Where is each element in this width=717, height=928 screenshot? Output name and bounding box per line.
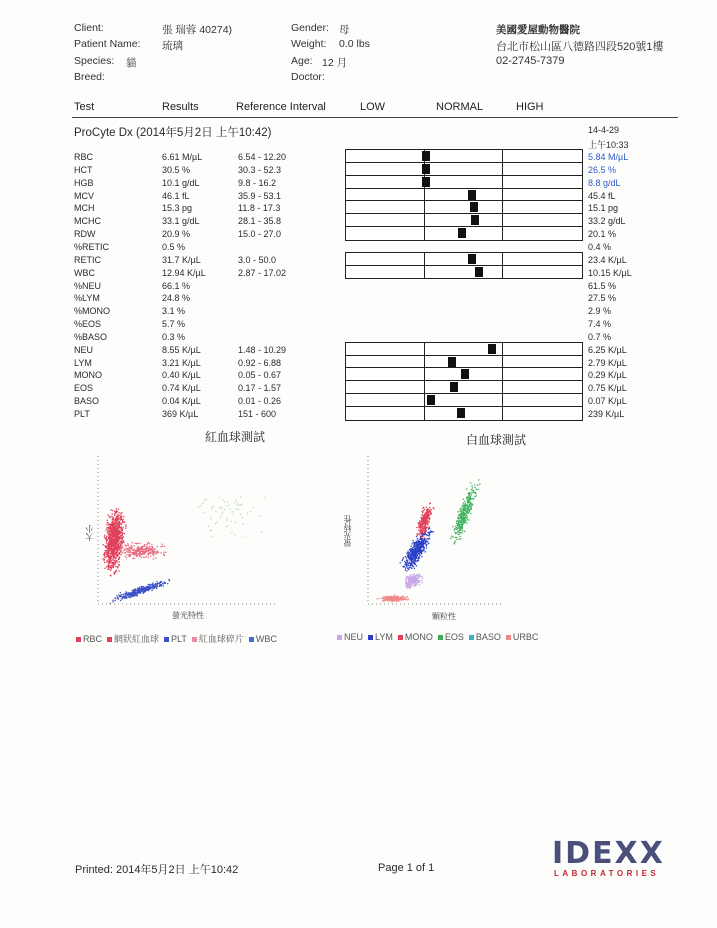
breed-label: Breed: <box>74 71 105 83</box>
normal-high-divider <box>502 356 503 368</box>
reference-interval: 1.48 - 10.29 <box>238 344 287 355</box>
test-name: %MONO <box>74 306 110 317</box>
previous-result: 45.4 fL <box>588 190 616 201</box>
weight-label: Weight: <box>291 38 327 50</box>
range-bar <box>346 356 582 369</box>
legend-label: URBC <box>512 632 539 642</box>
legend-swatch <box>192 637 197 642</box>
previous-result: 0.29 K/µL <box>588 370 627 381</box>
low-normal-divider <box>424 214 425 226</box>
age-label: Age: <box>291 55 313 67</box>
reference-interval: 15.0 - 27.0 <box>238 229 282 240</box>
result-marker <box>448 357 456 367</box>
legend-item <box>438 632 464 642</box>
result-marker <box>468 254 476 264</box>
rbc-scatter-plot <box>80 452 280 612</box>
legend-label: WBC <box>255 634 277 644</box>
legend-item <box>398 632 433 642</box>
previous-result: 26.5 % <box>588 164 617 175</box>
range-bar <box>346 176 582 189</box>
legend-item <box>368 632 393 642</box>
normal-high-divider <box>502 176 503 188</box>
test-result: 0.5 % <box>162 241 186 252</box>
doctor-label: Doctor: <box>291 71 325 83</box>
test-result: 20.9 % <box>162 229 191 240</box>
result-marker <box>450 382 458 392</box>
result-marker <box>422 151 430 161</box>
test-name: MCV <box>74 190 94 201</box>
low-normal-divider <box>424 407 425 420</box>
legend-label: NEU <box>344 632 364 642</box>
previous-result: 15.1 pg <box>588 203 619 214</box>
table-row <box>0 280 717 292</box>
result-marker <box>422 177 430 187</box>
result-marker <box>461 369 469 379</box>
previous-result: 0.07 K/µL <box>588 396 627 407</box>
reference-interval: 2.87 - 17.02 <box>238 267 287 278</box>
wbc-x-label: 顆粒性 <box>432 612 456 621</box>
rbc-legend <box>76 632 346 645</box>
reference-interval: 35.9 - 53.1 <box>238 190 282 201</box>
normal-high-divider <box>502 266 503 279</box>
normal-high-divider <box>502 407 503 420</box>
normal-high-divider <box>502 201 503 213</box>
test-result: 0.74 K/µL <box>162 383 201 394</box>
species-label: Species: <box>74 55 115 67</box>
range-bar <box>346 214 582 227</box>
previous-result: 23.4 K/µL <box>588 254 627 265</box>
result-marker <box>422 164 430 174</box>
reference-interval: 0.17 - 1.57 <box>238 383 282 394</box>
low-normal-divider <box>424 201 425 213</box>
reference-interval: 3.0 - 50.0 <box>238 254 277 265</box>
low-normal-divider <box>424 394 425 406</box>
reference-interval: 28.1 - 35.8 <box>238 216 282 227</box>
clinic-address: 台北市松山區八德路四段520號1樓 <box>496 41 664 53</box>
normal-high-divider <box>502 214 503 226</box>
previous-result: 6.25 K/µL <box>588 344 627 355</box>
previous-result: 0.7 % <box>588 331 612 342</box>
previous-result: 0.4 % <box>588 241 612 252</box>
reference-interval: 0.01 - 0.26 <box>238 396 282 407</box>
col-high: HIGH <box>516 101 544 113</box>
range-bar <box>346 407 582 420</box>
low-normal-divider <box>424 368 425 380</box>
test-name: PLT <box>74 409 90 419</box>
normal-high-divider <box>502 189 503 201</box>
low-normal-divider <box>424 356 425 368</box>
previous-result: 2.9 % <box>588 306 612 317</box>
test-name: NEU <box>74 344 94 355</box>
col-low: LOW <box>360 101 386 113</box>
printed-date: Printed: 2014年5月2日 上午10:42 <box>75 864 239 876</box>
legend-swatch <box>249 637 254 642</box>
wbc-plot-title: 白血球測試 <box>466 433 527 447</box>
wbc-scatter-plot <box>356 452 506 612</box>
test-result: 24.8 % <box>162 293 191 304</box>
normal-high-divider <box>502 394 503 406</box>
range-bar <box>346 163 582 176</box>
low-normal-divider <box>424 343 425 355</box>
low-normal-divider <box>424 266 425 279</box>
range-bar <box>346 368 582 381</box>
clinic-name: 美國愛屋動物醫院 <box>496 24 580 36</box>
table-row <box>0 305 717 317</box>
legend-swatch <box>164 637 169 642</box>
legend-swatch <box>506 635 511 640</box>
idexx-logo-sub: LABORATORIES <box>554 869 660 878</box>
previous-result: 239 K/µL <box>588 409 625 419</box>
normal-high-divider <box>502 381 503 393</box>
test-name: RDW <box>74 229 96 240</box>
page-number: Page 1 of 1 <box>378 862 435 874</box>
normal-high-divider <box>502 227 503 240</box>
range-bar <box>346 394 582 407</box>
reference-interval: 0.92 - 6.88 <box>238 357 282 368</box>
result-marker <box>475 267 483 277</box>
legend-item <box>107 632 159 645</box>
test-name: %LYM <box>74 293 100 304</box>
reference-interval: 11.8 - 17.3 <box>238 203 281 214</box>
previous-result: 2.79 K/µL <box>588 357 627 368</box>
legend-item <box>249 634 277 644</box>
previous-result: 7.4 % <box>588 319 612 330</box>
result-marker <box>457 408 465 418</box>
range-bar <box>346 343 582 356</box>
legend-swatch <box>107 637 112 642</box>
col-reference: Reference Interval <box>236 101 326 113</box>
legend-label: LYM <box>375 632 393 642</box>
result-marker <box>427 395 435 405</box>
previous-result: 61.5 % <box>588 280 617 291</box>
normal-high-divider <box>502 343 503 355</box>
legend-item <box>469 632 501 642</box>
col-test: Test <box>74 101 95 113</box>
test-name: BASO <box>74 396 100 407</box>
rbc-x-label: 螢光特性 <box>172 611 204 620</box>
gender-label: Gender: <box>291 22 329 34</box>
test-result: 33.1 g/dL <box>162 216 200 227</box>
low-normal-divider <box>424 253 425 265</box>
test-result: 8.55 K/µL <box>162 344 201 355</box>
range-bar-group <box>345 252 583 280</box>
test-name: MONO <box>74 370 102 381</box>
weight-value: 0.0 lbs <box>339 38 370 50</box>
prev-date: 14-4-29 <box>588 125 620 135</box>
idexx-logo: IDEXX <box>552 836 665 871</box>
legend-item <box>337 632 363 642</box>
header-rule <box>72 117 678 118</box>
legend-item <box>164 634 187 644</box>
test-name: %NEU <box>74 280 102 291</box>
low-normal-divider <box>424 381 425 393</box>
patient-label: Patient Name: <box>74 38 141 50</box>
test-name: %EOS <box>74 319 102 330</box>
legend-label: RBC <box>83 634 103 644</box>
previous-result: 27.5 % <box>588 293 617 304</box>
legend-swatch <box>438 635 443 640</box>
range-bar <box>346 266 582 279</box>
reference-interval: 0.05 - 0.67 <box>238 370 282 381</box>
range-bar <box>346 201 582 214</box>
wbc-legend <box>337 632 537 642</box>
reference-interval: 9.8 - 16.2 <box>238 177 277 188</box>
range-bar-group <box>345 342 583 421</box>
wbc-y-label: 螢光特性 <box>343 515 352 547</box>
legend-item <box>192 632 244 645</box>
test-result: 0.04 K/µL <box>162 396 201 407</box>
range-bar <box>346 253 582 266</box>
legend-label: PLT <box>171 634 187 644</box>
test-result: 6.61 M/µL <box>162 152 203 162</box>
reference-interval: 30.3 - 52.3 <box>238 164 282 175</box>
gender-value: 母 <box>339 24 350 36</box>
normal-high-divider <box>502 163 503 175</box>
rbc-plot-title: 紅血球測試 <box>205 430 266 444</box>
col-results: Results <box>162 101 199 113</box>
range-bar <box>346 189 582 202</box>
test-result: 0.3 % <box>162 331 186 342</box>
normal-high-divider <box>502 253 503 265</box>
test-result: 3.21 K/µL <box>162 357 201 368</box>
test-name: LYM <box>74 357 92 368</box>
previous-result: 0.75 K/µL <box>588 383 627 394</box>
previous-result: 8.8 g/dL <box>588 177 621 188</box>
legend-label: EOS <box>444 632 464 642</box>
test-name: WBC <box>74 267 95 278</box>
legend-item <box>506 632 539 642</box>
legend-label: 網狀紅血球 <box>114 634 160 644</box>
test-result: 15.3 pg <box>162 203 193 214</box>
test-name: RBC <box>74 152 94 162</box>
range-bar <box>346 227 582 240</box>
test-result: 369 K/µL <box>162 409 199 419</box>
legend-swatch <box>368 635 373 640</box>
result-marker <box>470 202 478 212</box>
test-name: MCH <box>74 203 95 214</box>
rbc-y-label: 大小 <box>85 525 94 541</box>
test-name: HGB <box>74 177 94 188</box>
test-result: 30.5 % <box>162 164 191 175</box>
legend-label: BASO <box>475 632 501 642</box>
legend-label: 紅血球碎片 <box>198 634 244 644</box>
range-bar <box>346 381 582 394</box>
result-marker <box>471 215 479 225</box>
test-name: EOS <box>74 383 94 394</box>
test-name: HCT <box>74 164 93 175</box>
low-normal-divider <box>424 227 425 240</box>
test-name: %BASO <box>74 331 108 342</box>
client-label: Client: <box>74 22 104 34</box>
test-result: 3.1 % <box>162 306 186 317</box>
range-bar-group <box>345 149 583 241</box>
test-name: %RETIC <box>74 241 110 252</box>
reference-interval: 151 - 600 <box>238 409 277 419</box>
test-result: 66.1 % <box>162 280 191 291</box>
test-result: 12.94 K/µL <box>162 267 206 278</box>
legend-swatch <box>337 635 342 640</box>
test-result: 10.1 g/dL <box>162 177 200 188</box>
run-title: ProCyte Dx (2014年5月2日 上午10:42) <box>74 127 272 139</box>
test-result: 46.1 fL <box>162 190 190 201</box>
legend-swatch <box>398 635 403 640</box>
age-value: 12 月 <box>322 57 348 69</box>
result-marker <box>488 344 496 354</box>
previous-result: 5.84 M/µL <box>588 152 629 162</box>
clinic-phone: 02-2745-7379 <box>496 55 565 67</box>
low-normal-divider <box>424 189 425 201</box>
species-value: 貓 <box>126 57 137 69</box>
test-name: RETIC <box>74 254 101 265</box>
table-row <box>0 318 717 330</box>
normal-high-divider <box>502 150 503 162</box>
prev-time: 上午10:33 <box>588 140 629 150</box>
test-result: 31.7 K/µL <box>162 254 201 265</box>
legend-swatch <box>469 635 474 640</box>
patient-value: 琉璃 <box>162 40 183 52</box>
legend-swatch <box>76 637 81 642</box>
previous-result: 33.2 g/dL <box>588 216 626 227</box>
result-marker <box>468 190 476 200</box>
client-value: 張 瑞蓉 40274) <box>162 24 233 36</box>
test-result: 5.7 % <box>162 319 186 330</box>
legend-item <box>76 634 102 644</box>
result-marker <box>458 228 466 238</box>
test-name: MCHC <box>74 216 101 227</box>
legend-label: MONO <box>404 632 433 642</box>
range-bar <box>346 150 582 163</box>
table-row <box>0 292 717 304</box>
reference-interval: 6.54 - 12.20 <box>238 152 287 162</box>
test-result: 0.40 K/µL <box>162 370 201 381</box>
previous-result: 10.15 K/µL <box>588 267 632 278</box>
previous-result: 20.1 % <box>588 229 617 240</box>
col-normal: NORMAL <box>436 101 484 113</box>
normal-high-divider <box>502 368 503 380</box>
